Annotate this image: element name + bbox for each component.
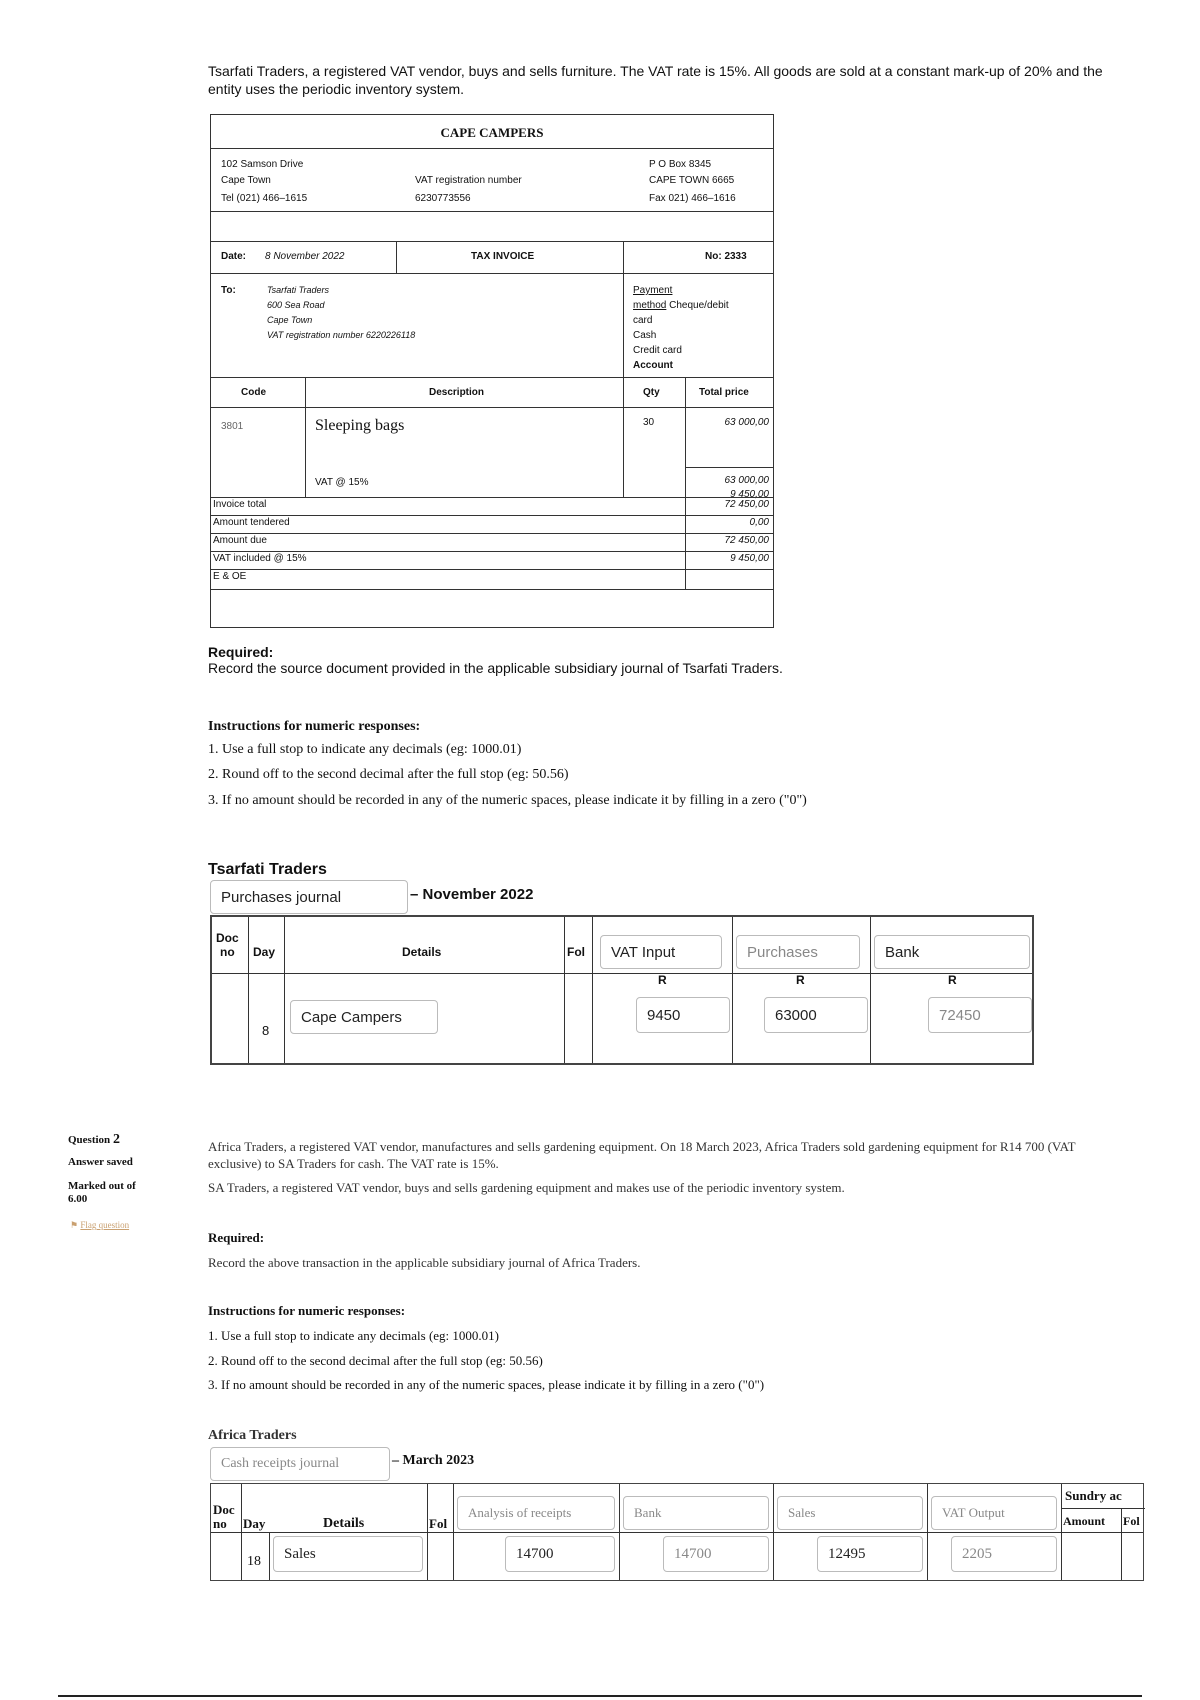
col-qty: Qty [643, 387, 660, 398]
flag-icon: ⚑ [70, 1220, 79, 1230]
payment-method: card [633, 315, 653, 326]
vat-input-amount[interactable]: 9450 [636, 997, 730, 1033]
col-description: Description [429, 387, 485, 398]
col-details: Details [323, 1516, 365, 1531]
q2-entity: Africa Traders [208, 1428, 297, 1443]
vat-output-heading-field[interactable]: VAT Output [931, 1496, 1057, 1530]
summary-value: 72 450,00 [724, 535, 769, 546]
col-day: Day [243, 1516, 266, 1531]
sundry-fol-label: Fol [1123, 1514, 1140, 1528]
vat-input-heading-field[interactable]: VAT Input [600, 935, 722, 969]
analysis-heading-field[interactable]: Analysis of receipts [457, 1496, 615, 1530]
q2-intro-2: SA Traders, a registered VAT vendor, buys and sells gardening equipment and makes use of the periodic inventory system. [208, 1180, 845, 1195]
details-input[interactable]: Cape Campers [290, 1000, 438, 1034]
item-qty: 30 [643, 417, 655, 428]
journal-select[interactable]: Purchases journal [210, 880, 408, 914]
invoice-address-line: 102 Samson Drive [221, 159, 304, 170]
q1-instruction: 2. Round off to the second decimal after the full stop (eg: 50.56) [208, 767, 569, 782]
col-doc: Doc [213, 1502, 235, 1517]
payment-label: Payment [633, 285, 673, 296]
invoice-po-line: Fax 021) 466–1616 [649, 193, 736, 204]
invoice-date-label: Date: [221, 251, 247, 262]
invoice-vat-label: VAT registration number [415, 175, 522, 186]
question-1-intro: Tsarfati Traders, a registered VAT vendor, buys and sells furniture. The VAT rate is 15%. All goods are sold at a constant mark-up of 20% and the entity uses the periodic inventory system. [208, 63, 1103, 97]
invoice-address-line: Tel (021) 466–1615 [221, 193, 308, 204]
invoice-to-line: 600 Sea Road [267, 300, 325, 310]
col-code: Code [241, 387, 266, 398]
payment-method: Cash [633, 330, 657, 341]
invoice-to-line: VAT registration number 6220226118 [267, 330, 416, 340]
question-label: Question [68, 1134, 111, 1146]
question-number: 2 [112, 1132, 120, 1147]
journal-select[interactable]: Cash receipts journal [210, 1447, 390, 1481]
invoice-vat-amount: 9 450,00 [730, 489, 769, 500]
q1-required-label: Required: [208, 644, 274, 660]
summary-label: Amount tendered [213, 517, 290, 528]
bank-heading-field[interactable]: Bank [623, 1496, 769, 1530]
purchases-amount[interactable]: 63000 [764, 997, 868, 1033]
q1-instruction: 1. Use a full stop to indicate any decimals (eg: 1000.01) [208, 742, 522, 757]
tax-invoice [210, 114, 774, 628]
q1-instruction: 3. If no amount should be recorded in any of the numeric spaces, please indicate it by filling in a zero ("0") [208, 793, 807, 808]
payment-method-label: method [633, 300, 667, 311]
details-input[interactable]: Sales [273, 1536, 423, 1572]
bank-amount[interactable]: 72450 [928, 997, 1032, 1033]
q2-required-label: Required: [208, 1230, 265, 1245]
invoice-number: No: 2333 [705, 251, 747, 262]
q2-required-text: Record the above transaction in the applicable subsidiary journal of Africa Traders. [208, 1255, 641, 1270]
invoice-po-line: P O Box 8345 [649, 159, 712, 170]
summary-value: 72 450,00 [724, 499, 769, 510]
summary-label: E & OE [213, 571, 247, 582]
item-code: 3801 [221, 421, 244, 432]
invoice-address-line: Cape Town [221, 175, 271, 186]
col-no: no [213, 1516, 227, 1531]
invoice-to-line: Cape Town [267, 315, 313, 325]
q1-required-text: Record the source document provided in the applicable subsidiary journal of Tsarfati Traders. [208, 660, 783, 676]
sundry-amount-label: Amount [1063, 1514, 1106, 1528]
marks-value: 6.00 [68, 1193, 88, 1205]
analysis-amount[interactable]: 14700 [505, 1536, 615, 1572]
bank-amount[interactable]: 14700 [663, 1536, 769, 1572]
col-day: Day [253, 945, 276, 959]
sales-heading-field[interactable]: Sales [777, 1496, 923, 1530]
purchases-journal-table [210, 915, 1034, 1065]
summary-label: VAT included @ 15% [213, 553, 307, 564]
invoice-po-line: CAPE TOWN 6665 [649, 175, 735, 186]
q1-instructions-title: Instructions for numeric responses: [208, 719, 421, 734]
q2-instruction: 3. If no amount should be recorded in any of the numeric spaces, please indicate it by filling in a zero ("0") [208, 1377, 765, 1392]
invoice-to-line: Tsarfati Traders [267, 285, 330, 295]
q1-period: – November 2022 [410, 886, 534, 903]
invoice-doc-type: TAX INVOICE [471, 251, 535, 262]
page-divider [58, 1695, 1142, 1697]
summary-label: Amount due [213, 535, 267, 546]
col-fol: Fol [567, 945, 585, 959]
q2-intro: Africa Traders, a registered VAT vendor, manufactures and sells gardening equipment. On 18 March 2023, Africa Traders sold gardening equipment for R14 700 (VAT exclusive) to SA Traders for cash. The VAT rate is 15%. [208, 1139, 1076, 1171]
summary-value: 0,00 [749, 517, 769, 528]
flag-question[interactable]: ⚑ Flag question [70, 1220, 130, 1230]
item-total: 63 000,00 [724, 417, 769, 428]
q1-entity: Tsarfati Traders [208, 861, 327, 878]
item-description: Sleeping bags [315, 417, 405, 434]
rand-label: R [658, 973, 667, 987]
q2-instruction: 2. Round off to the second decimal after the full stop (eg: 50.56) [208, 1353, 543, 1368]
col-details: Details [402, 945, 442, 959]
purchases-heading-field[interactable]: Purchases [736, 935, 860, 969]
payment-method: Account [633, 360, 673, 371]
payment-method: Cheque/debit [669, 300, 729, 311]
vat-line: VAT @ 15% [315, 477, 369, 488]
sundry-accounts-label: Sundry ac [1065, 1488, 1122, 1503]
q2-period: – March 2023 [392, 1453, 475, 1468]
row-day: 8 [262, 1023, 270, 1038]
summary-value: 9 450,00 [730, 553, 769, 564]
payment-method: Credit card [633, 345, 682, 356]
col-doc: Doc [216, 931, 239, 945]
marked-out-of-label: Marked out of [68, 1180, 136, 1192]
sales-amount[interactable]: 12495 [817, 1536, 923, 1572]
q2-instruction: 1. Use a full stop to indicate any decimals (eg: 1000.01) [208, 1328, 499, 1343]
q2-instructions-title: Instructions for numeric responses: [208, 1303, 406, 1318]
invoice-date: 8 November 2022 [265, 251, 345, 262]
invoice-vat-number: 6230773556 [415, 193, 471, 204]
col-fol: Fol [429, 1516, 448, 1531]
invoice-to-label: To: [221, 285, 236, 296]
rand-label: R [796, 973, 805, 987]
cash-receipts-journal-table [210, 1483, 1144, 1581]
col-total: Total price [699, 387, 749, 398]
invoice-subtotal: 63 000,00 [724, 475, 769, 486]
col-no: no [220, 945, 235, 959]
invoice-company: CAPE CAMPERS [440, 125, 544, 140]
bank-heading-field[interactable]: Bank [874, 935, 1030, 969]
rand-label: R [948, 973, 957, 987]
summary-label: Invoice total [213, 499, 267, 510]
row-day: 18 [247, 1554, 261, 1569]
vat-output-amount[interactable]: 2205 [951, 1536, 1057, 1572]
answer-status: Answer saved [68, 1156, 133, 1168]
